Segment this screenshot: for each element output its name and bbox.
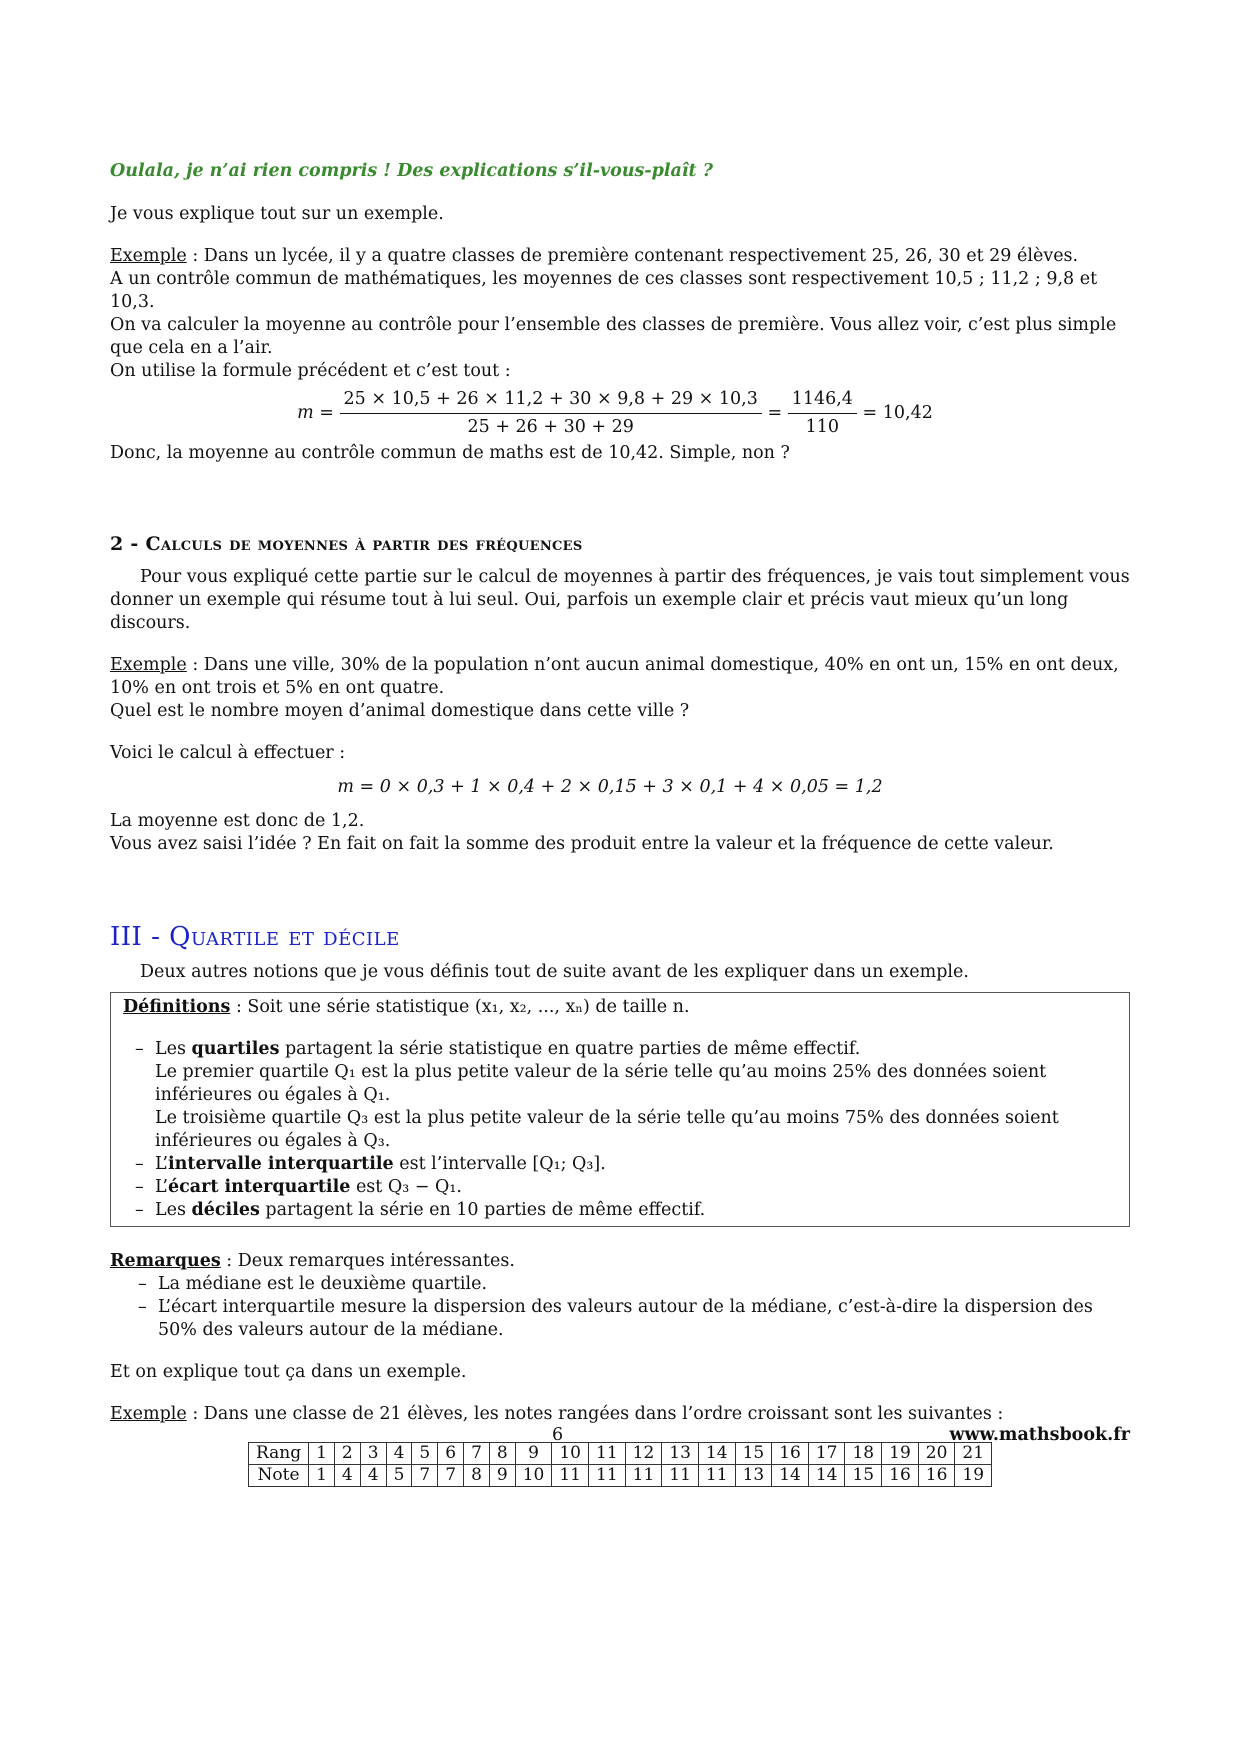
note-cell: 11 (552, 1465, 589, 1487)
rank-cell: 5 (412, 1443, 438, 1465)
note-cell: 13 (735, 1465, 772, 1487)
note-cell: 11 (625, 1465, 662, 1487)
section-2-intro: Pour vous expliqué cette partie sur le calcul de moyennes à partir des fréquences, je vais tout simplement vous donner un exemple qui résume tout à lui seul. Oui, parfois un exemple clair et précis vaut mieux qu’un long discours. (110, 567, 1130, 633)
note-cell: 8 (464, 1465, 490, 1487)
note-cell: 11 (662, 1465, 699, 1487)
page-content (110, 160, 1130, 1487)
note-cell: 7 (412, 1465, 438, 1487)
note-cell: 1 (309, 1465, 335, 1487)
section-3-title: III - Quartile et décile (110, 922, 400, 952)
example-label: Exemple (110, 655, 187, 675)
example-label: Exemple (110, 246, 187, 266)
rank-cell: 11 (589, 1443, 626, 1465)
rank-cell: 13 (662, 1443, 699, 1465)
table-header-rank: Rang (248, 1443, 308, 1465)
definitions-box (110, 992, 1130, 1227)
rank-cell: 4 (386, 1443, 412, 1465)
note-cell: 5 (386, 1465, 412, 1487)
formula-denominator-2: 110 (805, 417, 840, 437)
formula-result: = 10,42 (862, 403, 933, 423)
definition-quartiles: – Les quartiles partagent la série statistique en quatre parties de même effectif. (123, 1038, 1117, 1061)
rank-cell: 12 (625, 1443, 662, 1465)
rank-cell: 21 (955, 1443, 992, 1465)
section-3 (110, 922, 1130, 1487)
section-2 (110, 533, 1130, 856)
formula-denominator: 25 + 26 + 30 + 29 (467, 417, 634, 437)
table-header-note: Note (248, 1465, 308, 1487)
note-cell: 11 (698, 1465, 735, 1487)
rank-cell: 16 (772, 1443, 809, 1465)
rank-cell: 10 (552, 1443, 589, 1465)
page-number: 6 (552, 1425, 564, 1445)
rank-cell: 19 (882, 1443, 919, 1465)
example-1-line3: On va calculer la moyenne au contrôle pour l’ensemble des classes de première. Vous allez voir, c’est plus simple que cela en a l’air. (110, 315, 1117, 358)
formula-numerator-2: 1146,4 (788, 388, 857, 414)
frequency-formula: m = 0 × 0,3 + 1 × 0,4 + 2 × 0,15 + 3 × 0,1 + 4 × 0,05 = 1,2 (337, 777, 883, 797)
rank-cell: 14 (698, 1443, 735, 1465)
formula-numerator: 25 × 10,5 + 26 × 11,2 + 30 × 9,8 + 29 × 10,3 (340, 388, 762, 414)
rank-cell: 15 (735, 1443, 772, 1465)
note-cell: 11 (589, 1465, 626, 1487)
note-cell: 10 (515, 1465, 552, 1487)
rank-cell: 8 (489, 1443, 515, 1465)
site-url: www.mathsbook.fr (949, 1425, 1130, 1445)
rank-cell: 3 (360, 1443, 386, 1465)
example-1-conclusion: Donc, la moyenne au contrôle commun de maths est de 10,42. Simple, non ? (110, 443, 790, 463)
rank-cell: 9 (515, 1443, 552, 1465)
note-cell: 14 (772, 1465, 809, 1487)
definitions-intro: : Soit une série statistique (x₁, x₂, ..., xₙ) de taille n. (230, 997, 690, 1017)
definition-interval: – L’intervalle interquartile est l’intervalle [Q₁; Q₃]. (123, 1153, 1117, 1176)
note-cell: 14 (808, 1465, 845, 1487)
remark-item: – La médiane est le deuxième quartile. (110, 1273, 1130, 1296)
definition-ecart: – L’écart interquartile est Q₃ − Q₁. (123, 1176, 1117, 1199)
note-cell: 7 (438, 1465, 464, 1487)
example-1-line1: : Dans un lycée, il y a quatre classes de première contenant respectivement 25, 26, 30 et 29 élèves. (186, 246, 1079, 266)
note-cell: 19 (955, 1465, 992, 1487)
note-cell: 4 (360, 1465, 386, 1487)
definitions-label: Définitions (123, 997, 231, 1017)
remark-item: – L’écart interquartile mesure la dispersion des valeurs autour de la médiane, c’est-à-dire la dispersion des 50% des valeurs autour de la médiane. (110, 1296, 1130, 1342)
section-2-result: La moyenne est donc de 1,2. (110, 811, 365, 831)
definition-deciles: – Les déciles partagent la série en 10 parties de même effectif. (123, 1199, 1117, 1222)
rank-cell: 17 (808, 1443, 845, 1465)
section-3-example-text: : Dans une classe de 21 élèves, les notes rangées dans l’ordre croissant sont les suivantes : (186, 1404, 1004, 1424)
table-row-note (248, 1465, 991, 1487)
grades-table (248, 1442, 992, 1487)
note-cell: 16 (918, 1465, 955, 1487)
remarks-intro: : Deux remarques intéressantes. (220, 1251, 515, 1271)
intro-answer: Je vous explique tout sur un exemple. (110, 204, 444, 224)
section-2-question: Quel est le nombre moyen d’animal domestique dans cette ville ? (110, 701, 690, 721)
weighted-mean-formula (110, 388, 1130, 439)
section-2-idea: Vous avez saisi l’idée ? En fait on fait la somme des produit entre la valeur et la fréquence de cette valeur. (110, 834, 1054, 854)
note-cell: 9 (489, 1465, 515, 1487)
example-1-line4: On utilise la formule précédent et c’est tout : (110, 361, 511, 381)
rank-cell: 6 (438, 1443, 464, 1465)
rank-cell: 20 (918, 1443, 955, 1465)
remarks-list (110, 1273, 1130, 1342)
definition-q3: Le troisième quartile Q₃ est la plus petite valeur de la série telle qu’au moins 75% des données soient inférieures ou égales à Q₃. (155, 1108, 1059, 1151)
rank-cell: 18 (845, 1443, 882, 1465)
rank-cell: 1 (309, 1443, 335, 1465)
rank-cell: 2 (334, 1443, 360, 1465)
example-1-line2: A un contrôle commun de mathématiques, les moyennes de ces classes sont respectivement 10,5 ; 11,2 ; 9,8 et 10,3. (110, 269, 1098, 312)
rank-cell: 7 (464, 1443, 490, 1465)
formula-equals: = (767, 403, 783, 423)
formula-fraction-1 (340, 388, 762, 439)
remarks (110, 1250, 1130, 1342)
table-row-rank (248, 1443, 991, 1465)
formula-fraction-2 (788, 388, 857, 439)
section-3-transition: Et on explique tout ça dans un exemple. (110, 1362, 467, 1382)
note-cell: 4 (334, 1465, 360, 1487)
remarks-label: Remarques (110, 1251, 221, 1271)
note-cell: 15 (845, 1465, 882, 1487)
definitions-list (123, 1038, 1117, 1222)
example-label: Exemple (110, 1404, 187, 1424)
note-cell: 16 (882, 1465, 919, 1487)
section-2-title: 2 - Calculs de moyennes à partir des fréquences (110, 533, 583, 555)
definition-q1: Le premier quartile Q₁ est la plus petite valeur de la série telle qu’au moins 25% des données soient inférieures ou égales à Q₁. (155, 1062, 1047, 1105)
section-3-intro: Deux autres notions que je vous définis tout de suite avant de les expliquer dans un exemple. (140, 962, 969, 982)
section-2-example-text: : Dans une ville, 30% de la population n’ont aucun animal domestique, 40% en ont un, 15% en ont deux, 10% en ont trois et 5% en ont quatre. (110, 655, 1119, 698)
formula-lhs: m = (297, 403, 334, 423)
section-2-calc-intro: Voici le calcul à effectuer : (110, 743, 346, 763)
example-1 (110, 245, 1130, 465)
intro-question: Oulala, je n’ai rien compris ! Des explications s’il-vous-plaît ? (110, 161, 713, 181)
